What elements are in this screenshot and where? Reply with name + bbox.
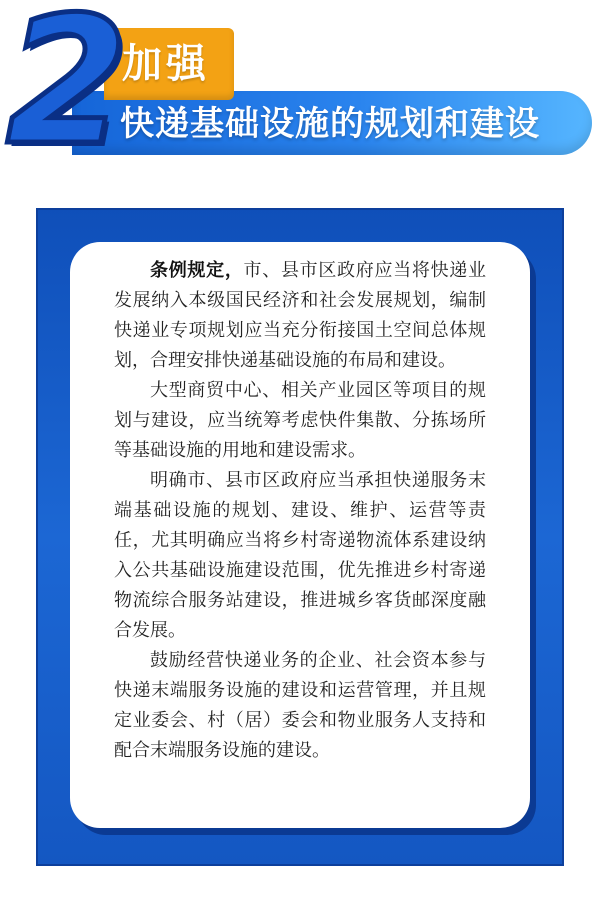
- paragraph-1-text: 市、县市区政府应当将快递业发展纳入本级国民经济和社会发展规划，编制快递业专项规划应当充分衔接国土空间总体规划，合理安排快递基础设施的布局和建设。: [114, 260, 487, 371]
- section-title: 快递基础设施的规划和建设: [120, 104, 540, 144]
- paragraph-4: 鼓励经营快递业务的企业、社会资本参与快递末端服务设施的建设和运营管理，并且规定业委会、村（居）委会和物业服务人支持和配合末端服务设施的建设。: [114, 650, 486, 761]
- header: [0, 0, 600, 190]
- paragraph-3: 明确市、县市区政府应当承担快递服务末端基础设施的规划、建设、维护、运营等责任，尤其明确应当将乡村寄递物流体系建设纳入公共基础设施建设范围，优先推进乡村寄递物流综合服务站建设，推进城乡客货邮深度融合发展。: [114, 470, 486, 641]
- paragraph-1: [114, 256, 486, 376]
- tag-label: 加强: [122, 41, 210, 87]
- paragraph-1-lead: 条例规定，: [150, 260, 244, 281]
- content-card: [70, 242, 530, 828]
- section-number: 2: [6, 0, 129, 184]
- paragraph-2: 大型商贸中心、相关产业园区等项目的规划与建设，应当统筹考虑快件集散、分拣场所等基础设施的用地和建设需求。: [114, 380, 486, 461]
